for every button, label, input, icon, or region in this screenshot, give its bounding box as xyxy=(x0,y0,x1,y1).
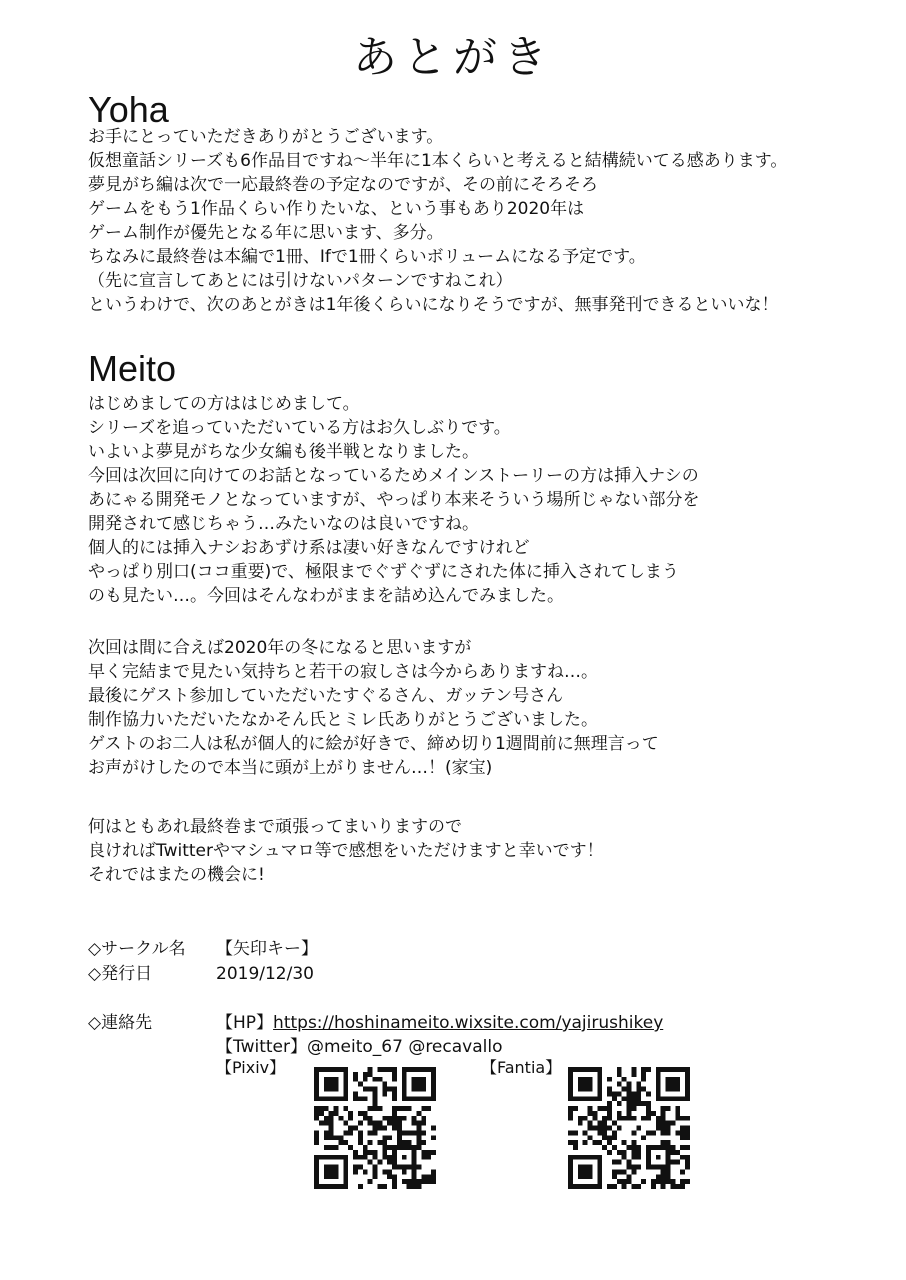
text-line: （先に宣言してあとには引けないパターンですねこれ） xyxy=(88,271,513,291)
pixiv-qr-code-icon[interactable] xyxy=(314,1067,436,1189)
text-line: 開発されて感じちゃう…みたいなのは良いですね。 xyxy=(88,514,479,534)
text-line: 早く完結まで見たい気持ちと若干の寂しさは今からありますね…。 xyxy=(88,662,598,682)
text-line: のも見たい…。今回はそんなわがままを詰め込んでみました。 xyxy=(88,586,564,606)
text-line: お手にとっていただきありがとうございます。 xyxy=(88,127,444,147)
text-line: ゲーム制作が優先となる年に思います、多分。 xyxy=(88,223,444,243)
contact-hp xyxy=(216,1011,663,1035)
text-line: ゲームをもう1作品くらい作りたいな、という事もあり2020年は xyxy=(88,199,585,219)
meito-message-paragraph-3 xyxy=(88,815,828,887)
text-line: 何はともあれ最終巻まで頑張ってまいりますので xyxy=(88,817,462,837)
text-line: 今回は次回に向けてのお話となっているためメインストーリーの方は挿入ナシの xyxy=(88,466,699,486)
hp-link[interactable]: https://hoshinameito.wixsite.com/yajirushikey xyxy=(273,1013,664,1033)
meito-message-paragraph-2 xyxy=(88,636,828,780)
publish-date-value: 2019/12/30 xyxy=(216,964,314,984)
text-line: お声がけしたので本当に頭が上がりません…！(家宝) xyxy=(88,758,493,778)
twitter-handles: 【Twitter】@meito_67 @recavallo xyxy=(216,1037,503,1057)
text-line: あにゃる開発モノとなっていますが、やっぱり本来そういう場所じゃない部分を xyxy=(88,490,700,510)
circle-name-label: ◇サークル名 xyxy=(88,939,186,959)
text-line: いよいよ夢見がちな少女編も後半戦となりました。 xyxy=(88,442,479,462)
fantia-label: 【Fantia】 xyxy=(481,1058,562,1077)
fantia-qr-code-icon[interactable] xyxy=(568,1067,690,1189)
text-line: ゲストのお二人は私が個人的に絵が好きで、締め切り1週間前に無理言って xyxy=(88,734,659,754)
page-title: あとがき xyxy=(353,32,553,83)
text-line: はじめましての方ははじめまして。 xyxy=(88,394,360,414)
text-line: それではまたの機会に! xyxy=(88,865,265,885)
text-line: 制作協力いただいたなかそん氏とミレ氏ありがとうございました。 xyxy=(88,710,598,730)
yoha-message xyxy=(88,125,828,317)
hp-prefix: 【HP】 xyxy=(216,1013,274,1033)
publish-date-label: ◇発行日 xyxy=(88,964,153,984)
circle-name-value: 【矢印キー】 xyxy=(216,939,318,959)
author-heading-yoha: Yoha xyxy=(88,89,169,130)
meito-message-paragraph-1 xyxy=(88,392,828,608)
text-line: 最後にゲスト参加していただいたすぐるさん、ガッテン号さん xyxy=(88,686,564,706)
text-line: やっぱり別口(ココ重要)で、極限までぐずぐずにされた体に挿入されてしまう xyxy=(88,562,679,582)
text-line: 夢見がち編は次で一応最終巻の予定なのですが、その前にそろそろ xyxy=(88,175,598,195)
pixiv-label: 【Pixiv】 xyxy=(216,1058,286,1077)
text-line: シリーズを追っていただいている方はお久しぶりです。 xyxy=(88,418,511,438)
text-line: というわけで、次のあとがきは1年後くらいになりそうですが、無事発刊できるといいな！ xyxy=(88,295,779,315)
text-line: 個人的には挿入ナシおあずけ系は凄い好きなんですけれど xyxy=(88,538,530,558)
text-line: 良ければTwitterやマシュマロ等で感想をいただけますと幸いです！ xyxy=(88,841,604,861)
text-line: ちなみに最終巻は本編で1冊、Ifで1冊くらいボリュームになる予定です。 xyxy=(88,247,646,267)
contact-label: ◇連絡先 xyxy=(88,1013,153,1033)
text-line: 仮想童話シリーズも6作品目ですね〜半年に1本くらいと考えると結構続いてる感あります。 xyxy=(88,151,788,171)
text-line: 次回は間に合えば2020年の冬になると思いますが xyxy=(88,638,472,658)
author-heading-meito: Meito xyxy=(88,348,177,389)
